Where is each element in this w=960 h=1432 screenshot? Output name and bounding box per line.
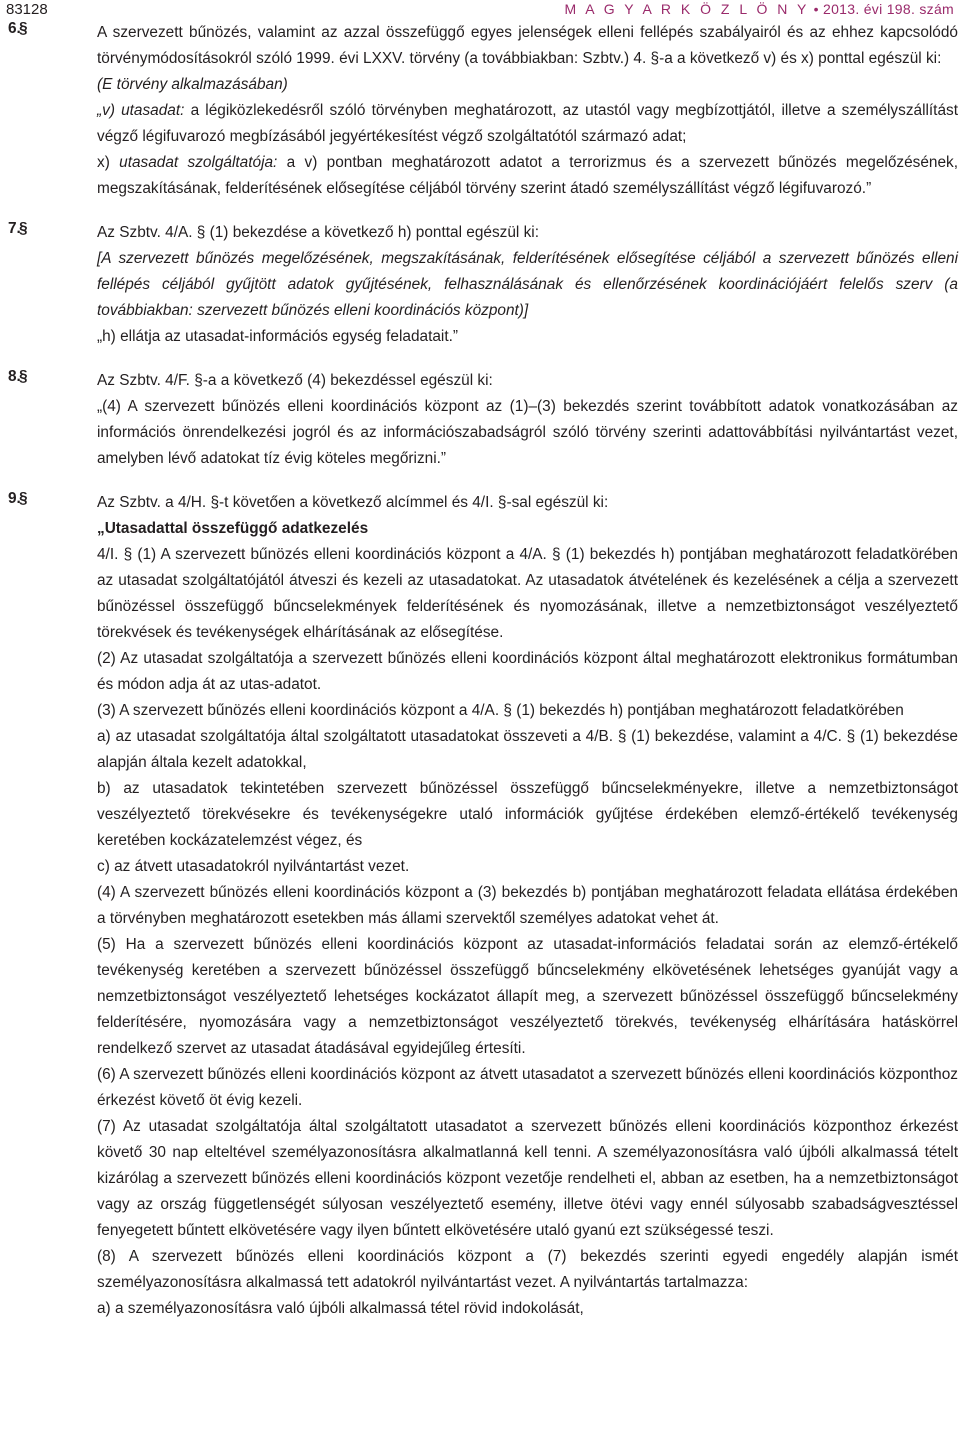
section-text: (8) A szervezett bűnözés elleni koordinációs központ a (7) bekezdés szerinti egyedi engedély alapján ismét személyazonosításra alkalmassá tett adatokról nyilvántartást vezet. A nyilvántartás tartalmazza: [97, 1248, 958, 1291]
section-number: 9. [8, 490, 21, 507]
subtitle-heading: „Utasadattal összefüggő adatkezelés [97, 520, 369, 537]
section-text: „(4) A szervezett bűnözés elleni koordinációs központ az (1)–(3) bekezdés szerint továbbított adatok vonatkozásában az információs önrendelkezési jogról és az információszabadságról szóló törvény szerinti adattovábbítási nyilvántartást vezet, amelyben lévő adatokat tíz évig köteles megőrizni.” [97, 398, 958, 467]
section-number: 7. [8, 220, 21, 237]
page-header [0, 0, 960, 22]
journal-issue: 2013. évi 198. szám [823, 1, 954, 17]
section-text: „h) ellátja az utasadat-információs egység feladatait.” [97, 328, 459, 345]
section-7 [8, 220, 958, 350]
section-8 [8, 368, 958, 472]
section-9 [8, 490, 958, 1322]
section-text: a) a személyazonosításra való újbóli alkalmassá tétel rövid indokolását, [97, 1300, 584, 1317]
section-text: (5) Ha a szervezett bűnözés elleni koordinációs központ az utasadat-információs feladatai során az elemző-értékelő tevékenység keretében a szervezett bűnözéssel összefüggő bűncselekmény elkövetésének lehetséges gyanúját vagy a nemzetbiztonságot veszélyeztető lehetséges kockázatot állapít meg, a szervezett bűnözéssel összefüggő bűncselekmény felderítésére, nyomozására vagy a nemzetbiztonságot veszélyeztető törekvés, tevékenység elhárítására hatáskörrel rendelkező szervet az utasadat átadásával egyidejűleg értesíti. [97, 936, 958, 1057]
section-text: Az Szbtv. 4/A. § (1) bekezdése a következő h) ponttal egészül ki: [97, 224, 539, 241]
section-number: 8. [8, 368, 21, 385]
section-text: [A szervezett bűnözés megelőzésének, megszakításának, felderítésének elősegítése céljából a szervezett bűnözés elleni fellépés céljából gyűjtött adatok gyűjtésének, felhasználásának és ellenőrzésének koordinációjáért felelős szerv (a továbbiakban: szervezett bűnözés elleni koordinációs központ)] [97, 250, 958, 319]
section-text: a) az utasadat szolgáltatója által szolgáltatott utasadatokat összeveti a 4/B. § (1) bekezdése, valamint a 4/C. § (1) bekezdése alapján általa kezelt adatokkal, [97, 728, 958, 771]
section-text: (4) A szervezett bűnözés elleni koordinációs központ a (3) bekezdés b) pontjában meghatározott feladata ellátása érdekében a törvényben meghatározott esetekben más állami szervektől személyes adatokat vehet át. [97, 884, 958, 927]
section-text: (2) Az utasadat szolgáltatója a szervezett bűnözés elleni koordinációs központ által meghatározott elektronikus formátumban és módon adja át az utas-adatot. [97, 650, 958, 693]
section-text: b) az utasadatok tekintetében szervezett bűnözéssel összefüggő bűncselekményekre, illetve a nemzetbiztonságot veszélyeztető törekvésekre és tevékenységekre utaló információk gyűjtése érdekében elemző-értékelő tevékenység keretében kockázatelemzést végez, és [97, 780, 958, 849]
section-text: (3) A szervezett bűnözés elleni koordinációs központ a 4/A. § (1) bekezdés h) pontjában meghatározott feladatkörében [97, 702, 904, 719]
paragraph-sign: § [19, 20, 28, 37]
page-number: 83128 [6, 1, 48, 18]
section-number: 6. [8, 20, 21, 37]
journal-header [565, 1, 955, 17]
paragraph-sign: § [19, 490, 28, 507]
section-text: A szervezett bűnözés, valamint az azzal összefüggő egyes jelenségek elleni fellépés szabályairól és az ehhez kapcsolódó törvénymódosításokról szóló 1999. évi LXXV. törvény (a továbbiakban: Szbtv.) 4. §-a a következő v) és x) ponttal egészül ki: [97, 24, 958, 67]
section-text: c) az átvett utasadatokról nyilvántartást vezet. [97, 858, 410, 875]
section-text: „v) utasadat: a légiközlekedésről szóló törvényben meghatározott, az utastól vagy megbízottjától, illetve a személyszállítást végző légifuvarozó megbízásából jegyértékesítést végző szolgáltatótól származó adat; [97, 102, 958, 145]
paragraph-sign: § [19, 368, 28, 385]
document-body [8, 20, 958, 1322]
section-text: x) utasadat szolgáltatója: a v) pontban meghatározott adatot a terrorizmus és a szervezett bűnözés megelőzésének, megszakításának, felderítésének elősegítése céljából törvény szerint átadó személyszállítást végző légifuvarozó.” [97, 154, 958, 197]
section-6 [8, 20, 958, 202]
paragraph-sign: § [19, 220, 28, 237]
section-text: (6) A szervezett bűnözés elleni koordinációs központ az átvett utasadatot a szervezett bűnözés elleni koordinációs központhoz érkezést követő öt évig kezeli. [97, 1066, 958, 1109]
journal-title: M A G Y A R K Ö Z L Ö N Y [564, 1, 810, 17]
section-text: Az Szbtv. 4/F. §-a a következő (4) bekezdéssel egészül ki: [97, 372, 493, 389]
section-text: Az Szbtv. a 4/H. §-t követően a következő alcímmel és 4/I. §-sal egészül ki: [97, 494, 609, 511]
journal-separator: • [813, 1, 819, 17]
section-text: (7) Az utasadat szolgáltatója által szolgáltatott utasadatot a szervezett bűnözés elleni koordinációs központhoz érkezést követő 30 nap elteltével személyazonosításra alkalmatlanná kell tenni. A személyazonosításra való újbóli alkalmassá tételt kizárólag a szervezett bűnözés elleni koordinációs központ vezetője rendelheti el, abban az esetben, ha a nemzetbiztonságot vagy az ország függetlenségét súlyosan veszélyeztető esemény, illetve ötévi vagy ennél súlyosabb szabadságvesztéssel fenyegetett bűntett elkövetésére vagy ilyen bűntett elkövetésére utaló gyanú ezt szükségessé teszi. [97, 1118, 958, 1239]
section-text: (E törvény alkalmazásában) [97, 76, 288, 93]
section-text: 4/I. § (1) A szervezett bűnözés elleni koordinációs központ a 4/A. § (1) bekezdés h) pontjában meghatározott feladatkörében az utasadat szolgáltatójától átveszi és kezeli az utasadatokat. Az utasadatok átvételének és kezelésének a célja a szervezett bűnözéssel összefüggő bűncselekmények felderítésének és nyomozásának, illetve a nemzetbiztonságot veszélyeztető törekvések és tevékenységek elhárításának az elősegítése. [97, 546, 958, 641]
